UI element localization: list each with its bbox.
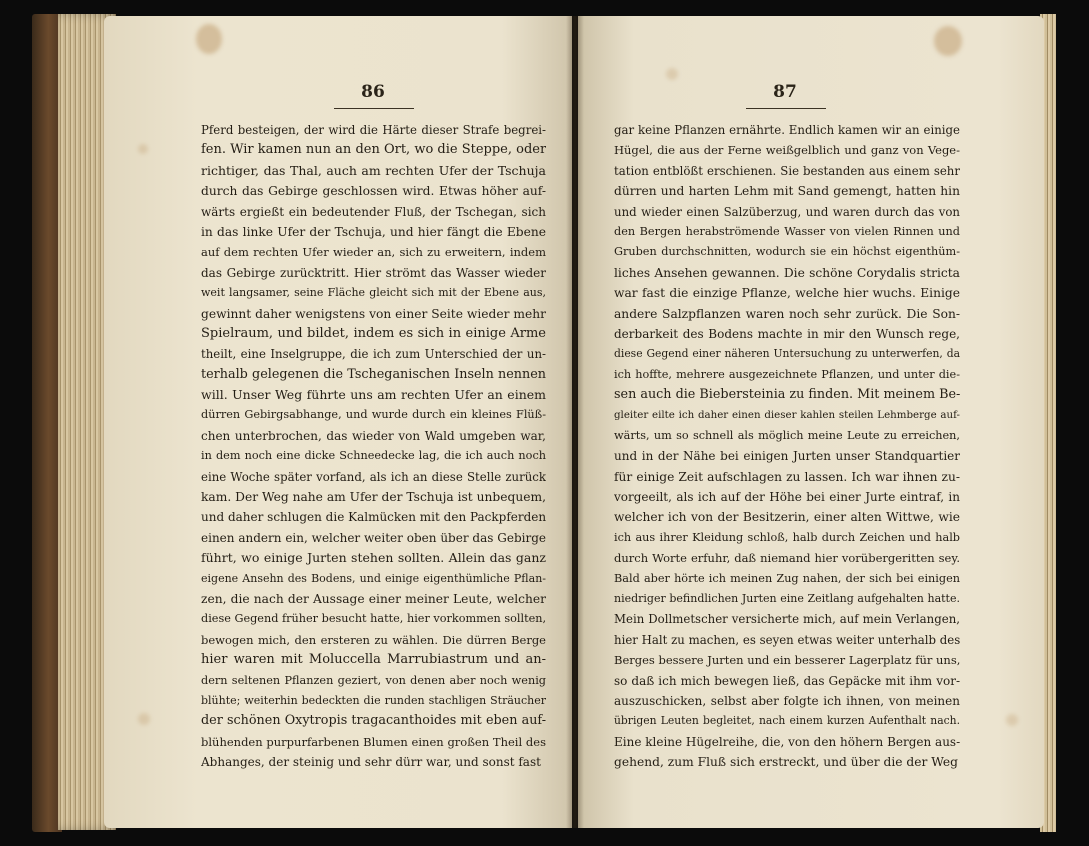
text-line: gar keine Pflanzen ernährte. Endlich kamen wir an einige: [614, 123, 960, 137]
text-line: so daß ich mich bewegen ließ, das Gepäcke mit ihm vor-: [614, 673, 960, 688]
text-line: einen andern ein, welcher weiter oben über das Gebirge: [201, 530, 546, 545]
left-page-text: [201, 120, 546, 773]
book-gutter: [566, 16, 584, 828]
right-page: [578, 16, 1044, 828]
text-line: weit langsamer, seine Fläche gleicht sich mit der Ebene aus,: [201, 286, 546, 300]
text-line: eine Woche später vorfand, als ich an diese Stelle zurück: [201, 469, 546, 484]
foxing-stain: [666, 68, 678, 80]
text-line: dürren Gebirgsabhange, und wurde durch ein kleines Flüß-: [201, 408, 546, 422]
text-line: und daher schlugen die Kalmücken mit den Packpferden: [201, 510, 546, 525]
text-line: niedriger befindlichen Jurten eine Zeitlang aufgehalten hatte.: [614, 591, 960, 605]
text-line: richtiger, das Thal, auch am rechten Ufer der Tschuja: [201, 162, 546, 178]
foxing-stain: [138, 144, 148, 154]
text-line: tation entblößt erschienen. Sie bestanden aus einem sehr: [614, 163, 960, 178]
text-line: und in der Nähe bei einigen Jurten unser Standquartier: [614, 449, 960, 464]
text-line: Abhanges, der steinig und sehr dürr war, und sonst fast: [201, 755, 541, 770]
text-line: und wieder einen Salzüberzug, und waren durch das von: [614, 204, 960, 219]
text-line: theilt, eine Inselgruppe, die ich zum Unterschied der un-: [201, 347, 546, 362]
text-line: gleiter eilte ich daher einen dieser kahlen steilen Lehmberge auf-: [614, 409, 960, 422]
text-line: auf dem rechten Ufer wieder an, sich zu erweitern, indem: [201, 245, 546, 260]
text-line: führt, wo einige Jurten stehen sollten. Allein das ganz: [201, 550, 546, 566]
text-line: in das linke Ufer der Tschuja, und hier fängt die Ebene: [201, 224, 546, 239]
text-line: auszuschicken, selbst aber folgte ich ihnen, von meinen: [614, 693, 960, 708]
foxing-stain: [138, 713, 150, 725]
right-page-text: [614, 120, 960, 773]
text-line: terhalb gelegenen die Tscheganischen Inseln nennen: [201, 366, 546, 382]
text-line: hier Halt zu machen, es seyen etwas weiter unterhalb des: [614, 632, 960, 647]
text-line: übrigen Leuten begleitet, nach einem kurzen Aufenthalt nach.: [614, 714, 960, 728]
text-line: dern seltenen Pflanzen geziert, von denen aber noch wenig: [201, 673, 546, 687]
text-line: Bald aber hörte ich meinen Zug nahen, der sich bei einigen: [614, 571, 960, 585]
text-line: blühenden purpurfarbenen Blumen einen großen Theil des: [201, 734, 546, 749]
text-line: fen. Wir kamen nun an den Ort, wo die Steppe, oder: [201, 142, 546, 158]
text-line: welcher ich von der Besitzerin, einer alten Wittwe, wie: [614, 510, 960, 525]
text-line: andere Salzpflanzen waren noch sehr zurück. Die Son-: [614, 306, 960, 321]
text-line: in dem noch eine dicke Schneedecke lag, die ich auch noch: [201, 449, 546, 463]
text-line: diese Gegend früher besucht hatte, hier vorkommen sollten,: [201, 612, 546, 626]
text-line: dürren und harten Lehm mit Sand gemengt, hatten hin: [614, 184, 960, 199]
text-line: durch das Gebirge geschlossen wird. Etwas höher auf-: [201, 184, 546, 199]
foxing-stain: [1006, 714, 1018, 726]
text-line: gewinnt daher wenigstens von einer Seite wieder mehr: [201, 306, 546, 321]
text-line: Eine kleine Hügelreihe, die, von den höhern Bergen aus-: [614, 734, 960, 749]
text-line: will. Unser Weg führte uns am rechten Ufer an einem: [201, 387, 546, 403]
page-number-right: 87: [773, 82, 797, 102]
page-number-left: 86: [361, 82, 385, 102]
text-line: ich hoffte, mehrere ausgezeichnete Pflanzen, und unter die-: [614, 367, 960, 381]
text-line: sen auch die Biebersteinia zu finden. Mit meinem Be-: [614, 387, 960, 403]
text-line: der schönen Oxytropis tragacanthoides mit eben auf-: [201, 713, 546, 729]
text-line: diese Gegend einer näheren Untersuchung zu unterwerfen, da: [614, 347, 960, 361]
text-line: kam. Der Weg nahe am Ufer der Tschuja ist unbequem,: [201, 490, 546, 505]
text-line: Berges bessere Jurten und ein besserer Lagerplatz für uns,: [614, 653, 960, 668]
text-line: für einige Zeit aufschlagen zu lassen. Ich war ihnen zu-: [614, 469, 960, 484]
text-line: blühte; weiterhin bedeckten die runden stachligen Sträucher: [201, 693, 546, 707]
header-rule-right: [746, 108, 826, 109]
left-page: [104, 16, 572, 828]
text-line: derbarkeit des Bodens machte in mir den Wunsch rege,: [614, 326, 960, 341]
text-line: bewogen mich, den ersteren zu wählen. Die dürren Berge: [201, 632, 546, 647]
text-line: wärts, um so schnell als möglich meine Leute zu erreichen,: [614, 428, 960, 442]
text-line: Spielraum, und bildet, indem es sich in einige Arme: [201, 325, 546, 341]
text-line: Mein Dollmetscher versicherte mich, auf mein Verlangen,: [614, 612, 960, 627]
text-line: vorgeeilt, als ich auf der Höhe bei einer Jurte eintraf, in: [614, 490, 960, 505]
foxing-stain: [934, 26, 962, 56]
text-line: eigene Ansehn des Bodens, und einige eigenthümliche Pflan-: [201, 571, 546, 585]
text-line: liches Ansehen gewannen. Die schöne Corydalis stricta: [614, 265, 960, 280]
text-line: chen unterbrochen, das wieder von Wald umgeben war,: [201, 428, 546, 443]
text-line: war fast die einzige Pflanze, welche hier wuchs. Einige: [614, 286, 960, 301]
text-line: zen, die nach der Aussage einer meiner Leute, welcher: [201, 591, 546, 606]
text-line: durch Worte erfuhr, daß niemand hier vorübergeritten sey.: [614, 551, 960, 566]
text-line: den Bergen herabströmende Wasser von vielen Rinnen und: [614, 224, 960, 238]
text-line: hier waren mit Moluccella Marrubiastrum und an-: [201, 652, 546, 668]
header-rule-left: [334, 108, 414, 109]
text-line: Hügel, die aus der Ferne weißgelblich und ganz von Vege-: [614, 143, 960, 158]
text-line: ich aus ihrer Kleidung schloß, halb durch Zeichen und halb: [614, 530, 960, 544]
text-line: Pferd besteigen, der wird die Härte dieser Strafe begrei-: [201, 123, 546, 137]
text-line: das Gebirge zurücktritt. Hier strömt das Wasser wieder: [201, 265, 546, 280]
text-line: wärts ergießt ein bedeutender Fluß, der Tschegan, sich: [201, 204, 546, 219]
foxing-stain: [196, 24, 222, 54]
text-line: Gruben durchschnitten, wodurch sie ein höchst eigenthüm-: [614, 245, 960, 259]
text-line: gehend, zum Fluß sich erstreckt, und über die der Weg: [614, 755, 958, 770]
